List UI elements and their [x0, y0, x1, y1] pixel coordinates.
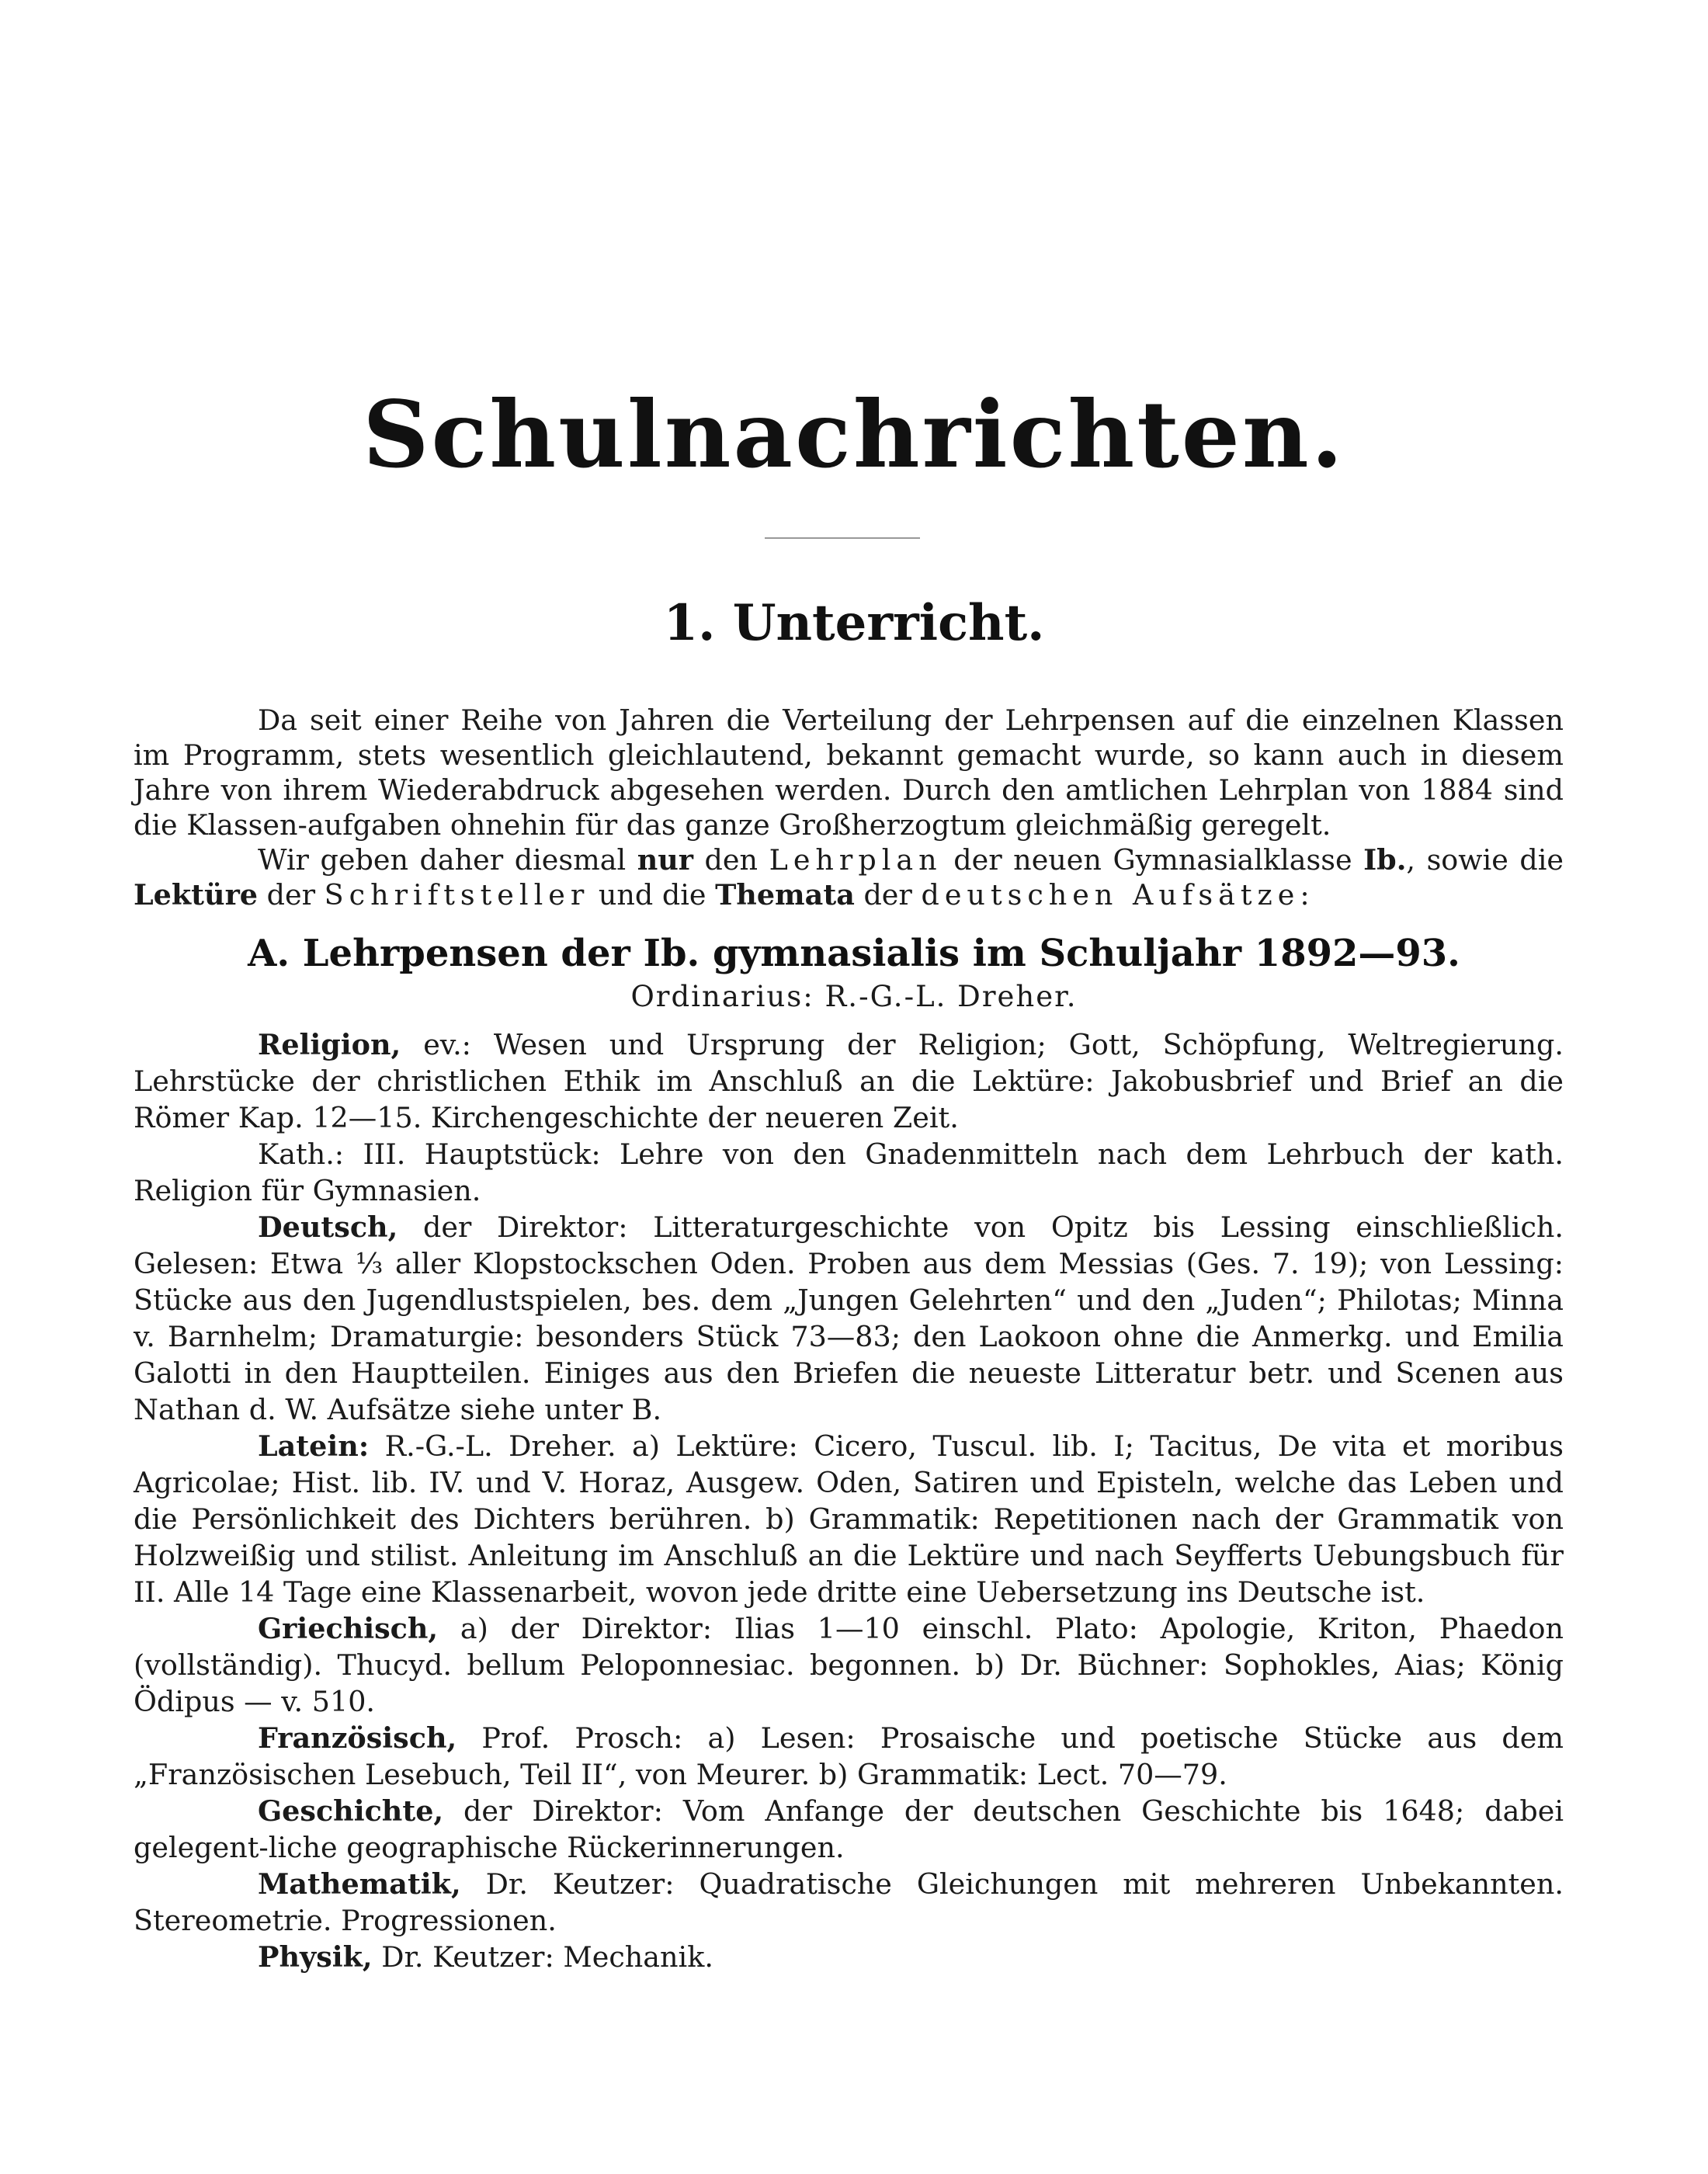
subject-griechisch: Griechisch, a) der Direktor: Ilias 1—10 einschl. Plato: Apologie, Kriton, Phaedon (vollständig). Thucyd. bellum Peloponnesiac. begonnen. b) Dr. Büchner: Sophokles, Aias; König Ödipus — v. 510. — [134, 1612, 1564, 1718]
section-heading: 1. Unterricht. — [663, 594, 1045, 652]
subject-deutsch: Deutsch, der Direktor: Litteraturgeschichte von Opitz bis Lessing einschließlich. Gelesen: Etwa ⅓ aller Klopstockschen Oden. Proben aus dem Messias (Ges. 7. 19); von Lessing: Stücke aus den Jugendlustspielen, bes. dem „Jungen Gelehrten“ und den „Juden“; Philotas; Minna v. Barnhelm; Dramaturgie: besonders Stück 73—83; den Laokoon ohne die Anmerkg. und Emilia Galotti in den Hauptteilen. Einiges aus den Briefen die neueste Litteratur betr. und Scenen aus Nathan d. W. Aufsätze siehe unter B. — [134, 1210, 1564, 1426]
ordinarius-line: Ordinarius: R.-G.-L. Dreher. — [630, 980, 1078, 1013]
intro-paragraph-2: Wir geben daher diesmal nur den Lehrplan der neuen Gymnasialklasse Ib., sowie die Lektüre der Schriftsteller und die Themata der deutschen Aufsätze: — [134, 843, 1564, 912]
title-divider — [765, 537, 920, 539]
subject-religion: Religion, ev.: Wesen und Ursprung der Religion; Gott, Schöpfung, Weltregierung. Lehrstücke der christlichen Ethik im Anschluß an die Lektüre: Jakobusbrief und Brief an die Römer Kap. 12—15. Kirchengeschichte der neueren Zeit. — [134, 1028, 1564, 1134]
subjects-list — [134, 1026, 1564, 1975]
subject-mathematik: Mathematik, Dr. Keutzer: Quadratische Gleichungen mit mehreren Unbekannten. Stereometrie. Progressionen. — [134, 1867, 1564, 1937]
subject-franzoesisch: Französisch, Prof. Prosch: a) Lesen: Prosaische und poetische Stücke aus dem „Französischen Lesebuch, Teil II“, von Meurer. b) Grammatik: Lect. 70—79. — [134, 1721, 1564, 1791]
subject-physik: Physik, Dr. Keutzer: Mechanik. — [258, 1940, 713, 1974]
page-title: Schulnachrichten. — [363, 380, 1345, 488]
intro-paragraph-1: Da seit einer Reihe von Jahren die Verteilung der Lehrpensen auf die einzelnen Klassen im Programm, stets wesentlich gleichlautend, bekannt gemacht wurde, so kann auch in diesem Jahre von ihrem Wiederabdruck abgesehen werden. Durch den amtlichen Lehrplan von 1884 sind die Klassen-aufgaben ohnehin für das ganze Großherzogtum gleichmäßig geregelt. — [134, 703, 1564, 842]
subject-religion-kath: Kath.: III. Hauptstück: Lehre von den Gnadenmitteln nach dem Lehrbuch der kath. Religion für Gymnasien. — [134, 1137, 1564, 1207]
lehrpensen-heading: A. Lehrpensen der Ib. gymnasialis im Schuljahr 1892—93. — [248, 932, 1460, 975]
subject-latein: Latein: R.-G.-L. Dreher. a) Lektüre: Cicero, Tuscul. lib. I; Tacitus, De vita et moribus Agricolae; Hist. lib. IV. und V. Horaz, Ausgew. Oden, Satiren und Episteln, welche das Leben und die Persönlichkeit des Dichters berühren. b) Grammatik: Repetitionen nach der Grammatik von Holzweißig und stilist. Anleitung im Anschluß an die Lektüre und nach Seyfferts Uebungsbuch für II. Alle 14 Tage eine Klassenarbeit, wovon jede dritte eine Uebersetzung ins Deutsche ist. — [134, 1429, 1564, 1609]
subject-geschichte: Geschichte, der Direktor: Vom Anfange der deutschen Geschichte bis 1648; dabei gelegent-liche geographische Rückerinnerungen. — [134, 1794, 1564, 1864]
intro-text — [134, 703, 1564, 912]
